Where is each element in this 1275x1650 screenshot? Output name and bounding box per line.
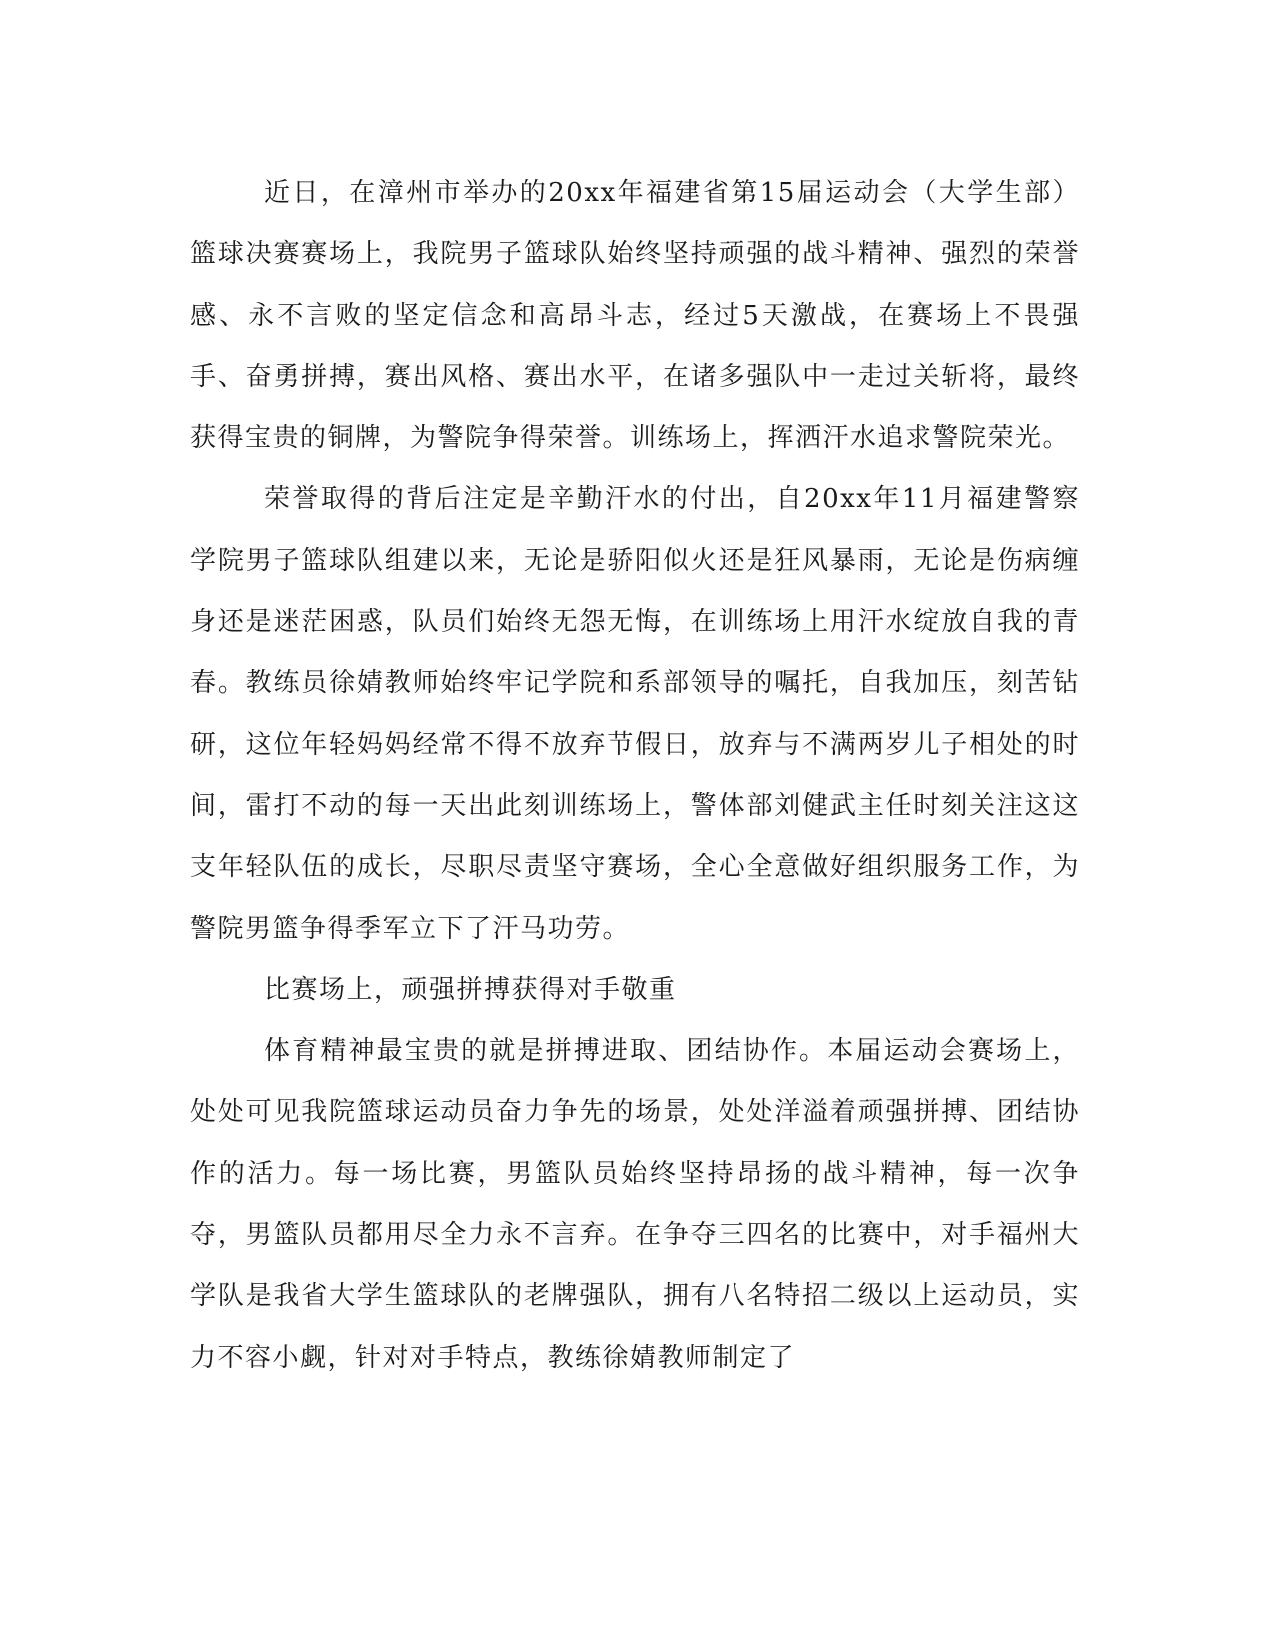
paragraph-competition: 体育精神最宝贵的就是拼搏进取、团结协作。本届运动会赛场上，处处可见我院篮球运动员奋力争先的场景，处处洋溢着顽强拼搏、团结协作的活力。每一场比赛，男篮队员始终坚持昂扬的战斗精神，每一次争夺，男篮队员都用尽全力永不言弃。在争夺三四名的比赛中，对手福州大学队是我省大学生篮球队的老牌强队，拥有八名特招二级以上运动员，实力不容小觑，针对对手特点，教练徐婧教师制定了	[190, 1036, 1080, 1373]
section-heading: 比赛场上，顽强拼搏获得对手敬重	[264, 974, 677, 1005]
document-body	[190, 163, 1080, 1389]
paragraph-intro: 近日，在漳州市举办的20xx年福建省第15届运动会（大学生部）篮球决赛赛场上，我院男子篮球队始终坚持顽强的战斗精神、强烈的荣誉感、永不言败的坚定信念和高昂斗志，经过5天激战，在赛场上不畏强手、奋勇拼搏，赛出风格、赛出水平，在诸多强队中一走过关斩将，最终获得宝贵的铜牌，为警院争得荣誉。训练场上，挥洒汗水追求警院荣光。	[190, 178, 1080, 454]
paragraph-training: 荣誉取得的背后注定是辛勤汗水的付出，自20xx年11月福建警察学院男子篮球队组建以来，无论是骄阳似火还是狂风暴雨，无论是伤病缠身还是迷茫困惑，队员们始终无怨无悔，在训练场上用汗水绽放自我的青春。教练员徐婧教师始终牢记学院和系部领导的嘱托，自我加压，刻苦钻研，这位年轻妈妈经常不得不放弃节假日，放弃与不满两岁儿子相处的时间，雷打不动的每一天出此刻训练场上，警体部刘健武主任时刻关注这这支年轻队伍的成长，尽职尽责坚守赛场，全心全意做好组织服务工作，为警院男篮争得季军立下了汗马功劳。	[190, 484, 1080, 944]
